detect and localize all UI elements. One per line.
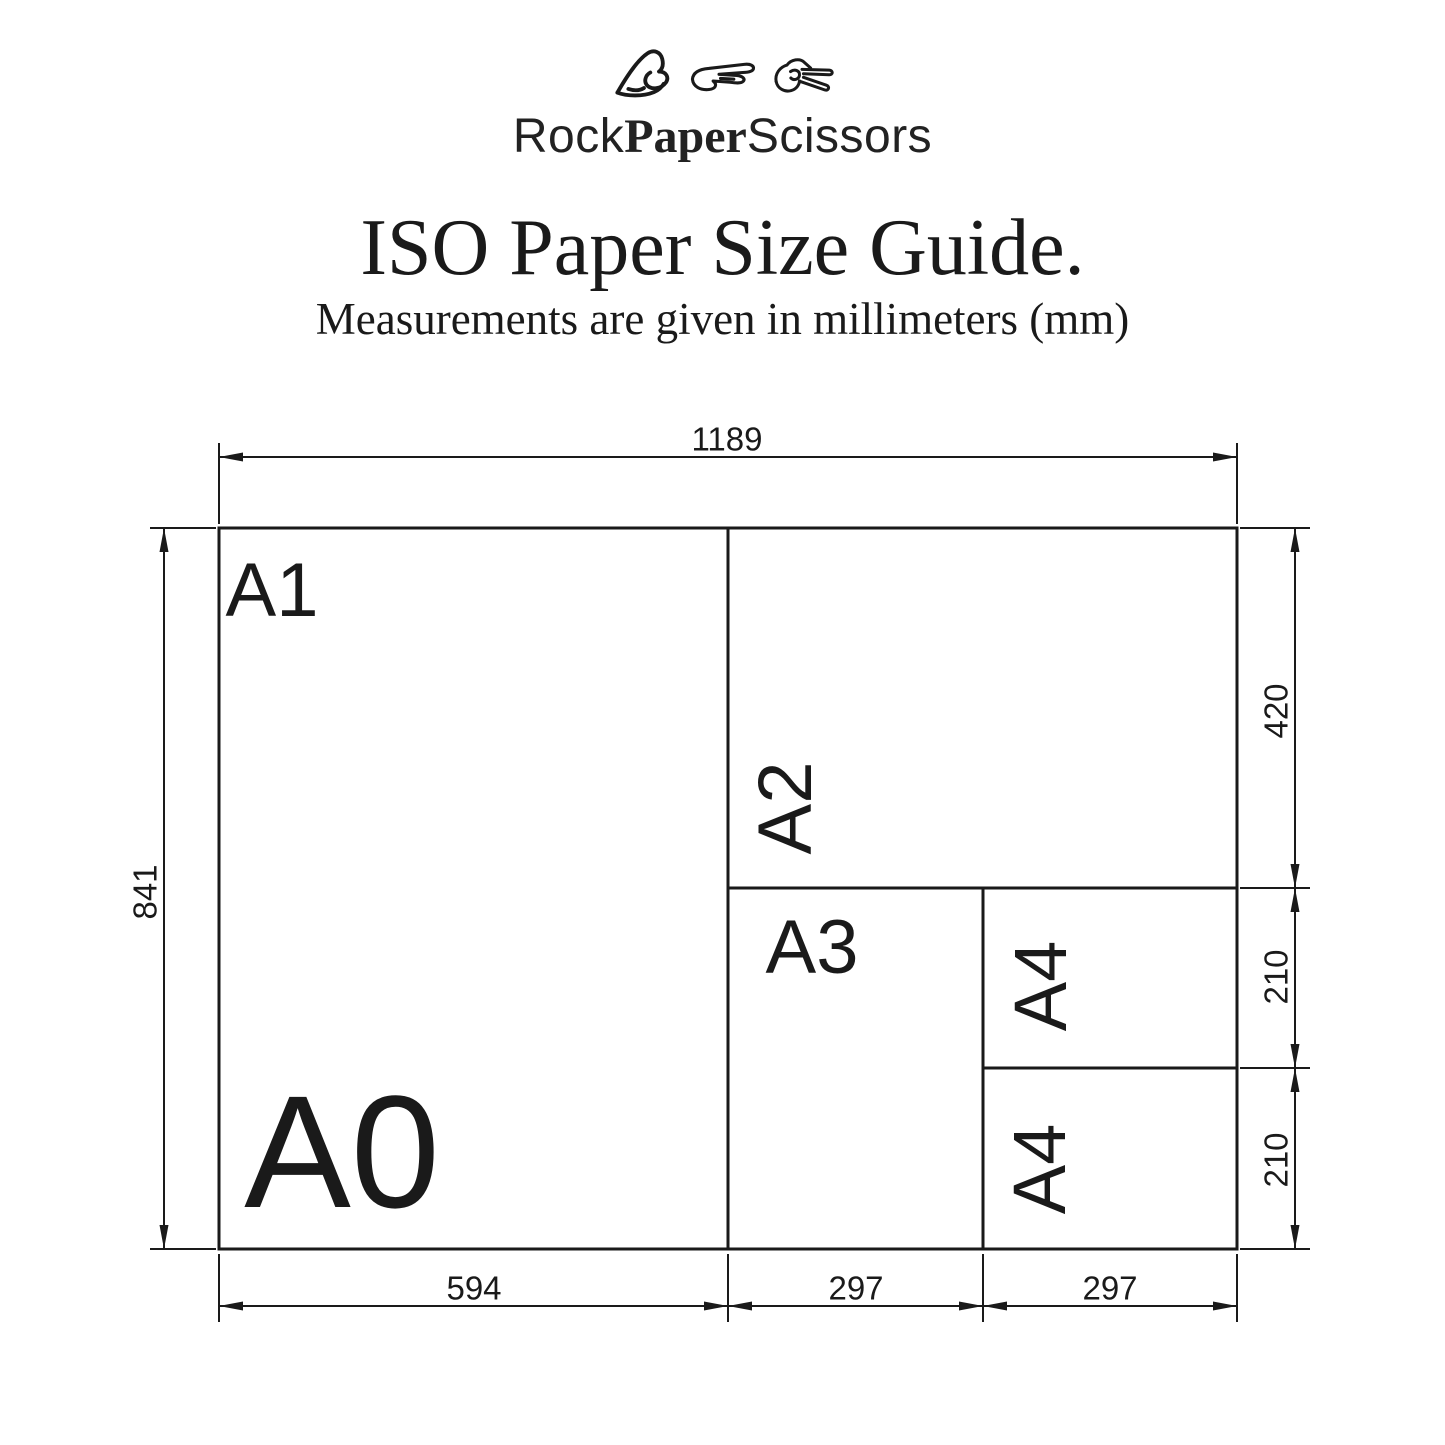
brand-scissors: Scissors bbox=[746, 110, 933, 163]
sheet-label-a4-top: A4 bbox=[999, 940, 1082, 1032]
dim-right-210-upper: 210 bbox=[1257, 949, 1295, 1005]
page-title: ISO Paper Size Guide. bbox=[360, 204, 1085, 292]
dim-left-height: 841 bbox=[126, 864, 164, 920]
sheet-label-a4-bottom: A4 bbox=[998, 1123, 1081, 1215]
sheet-label-a2: A2 bbox=[743, 761, 828, 855]
sheet-label-a3: A3 bbox=[765, 905, 859, 990]
dim-right-420: 420 bbox=[1257, 683, 1295, 739]
dim-top-width: 1189 bbox=[691, 420, 763, 458]
sheet-label-a1: A1 bbox=[225, 548, 319, 633]
sheet-label-a0: A0 bbox=[244, 1062, 440, 1241]
page-subtitle: Measurements are given in millimeters (mm) bbox=[315, 294, 1130, 344]
brand-paper: Paper bbox=[624, 110, 747, 163]
dim-bottom-594: 594 bbox=[446, 1269, 502, 1307]
dim-bottom-297-middle: 297 bbox=[828, 1269, 884, 1307]
brand-rock: Rock bbox=[512, 110, 625, 163]
dim-bottom-297-right: 297 bbox=[1082, 1269, 1138, 1307]
dim-right-210-lower: 210 bbox=[1257, 1132, 1295, 1188]
